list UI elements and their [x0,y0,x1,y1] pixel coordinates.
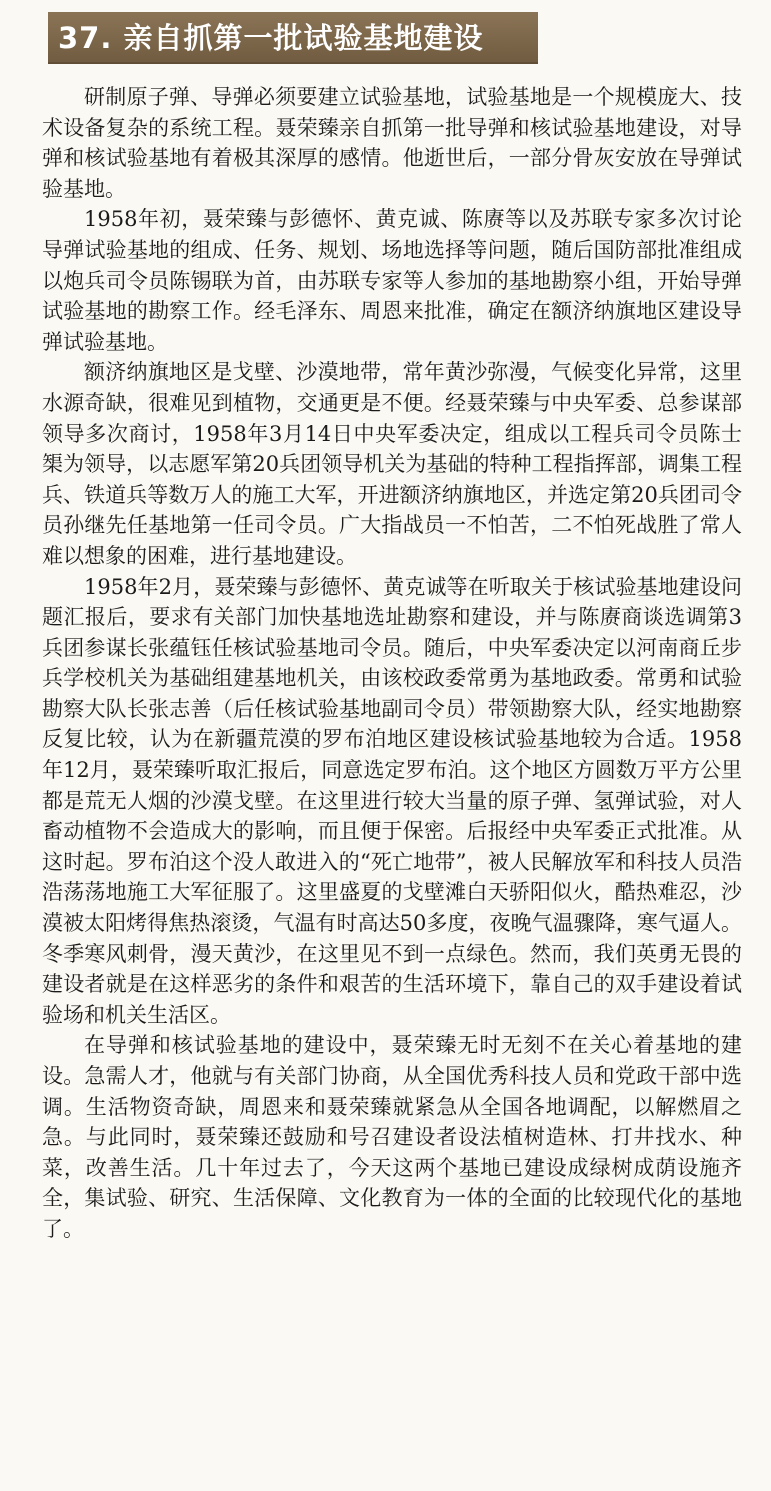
paragraph-4: 1958年2月，聂荣臻与彭德怀、黄克诚等在听取关于核试验基地建设问题汇报后，要求有关部门加快基地选址勘察和建设，并与陈赓商谈选调第3兵团参谋长张蕴钰任核试验基地司令员。随后，中央军委决定以河南商丘步兵学校机关为基础组建基地机关，由该校政委常勇为基地政委。常勇和试验勘察大队长张志善（后任核试验基地副司令员）带领勘察大队，经实地勘察反复比较，认为在新疆荒漠的罗布泊地区建设核试验基地较为合适。1958年12月，聂荣臻听取汇报后，同意选定罗布泊。这个地区方圆数万平方公里都是荒无人烟的沙漠戈壁。在这里进行较大当量的原子弹、氢弹试验，对人畜动植物不会造成大的影响，而且便于保密。后报经中央军委正式批准。从这时起。罗布泊这个没人敢进入的“死亡地带”，被人民解放军和科技人员浩浩荡荡地施工大军征服了。这里盛夏的戈壁滩白天骄阳似火，酷热难忍，沙漠被太阳烤得焦热滚烫，气温有时高达50多度，夜晚气温骤降，寒气逼人。冬季寒风刺骨，漫天黄沙，在这里见不到一点绿色。然而，我们英勇无畏的建设者就是在这样恶劣的条件和艰苦的生活环境下，靠自己的双手建设着试验场和机关生活区。 [42,574,742,1027]
page-title: 37. 亲自抓第一批试验基地建设 [58,21,484,55]
title-banner [48,12,538,64]
paragraph-1: 研制原子弹、导弹必须要建立试验基地，试验基地是一个规模庞大、技术设备复杂的系统工程。聂荣臻亲自抓第一批导弹和核试验基地建设，对导弹和核试验基地有着极其深厚的感情。他逝世后，一部分骨灰安放在导弹试验基地。 [42,85,742,201]
paragraph-3: 额济纳旗地区是戈壁、沙漠地带，常年黄沙弥漫，气候变化异常，这里水源奇缺，很难见到植物，交通更是不便。经聂荣臻与中央军委、总参谋部领导多次商讨，1958年3月14日中央军委决定，组成以工程兵司令员陈士榘为领导，以志愿军第20兵团领导机关为基础的特种工程指挥部，调集工程兵、铁道兵等数万人的施工大军，开进额济纳旗地区，并选定第20兵团司令员孙继先任基地第一任司令员。广大指战员一不怕苦，二不怕死战胜了常人难以想象的困难，进行基地建设。 [42,360,742,568]
paragraph-2: 1958年初，聂荣臻与彭德怀、黄克诚、陈赓等以及苏联专家多次讨论导弹试验基地的组成、任务、规划、场地选择等问题，随后国防部批准组成以炮兵司令员陈锡联为首，由苏联专家等人参加的基地勘察小组，开始导弹试验基地的勘察工作。经毛泽东、周恩来批准，确定在额济纳旗地区建设导弹试验基地。 [42,207,742,354]
paragraph-5: 在导弹和核试验基地的建设中，聂荣臻无时无刻不在关心着基地的建设。急需人才，他就与有关部门协商，从全国优秀科技人员和党政干部中选调。生活物资奇缺，周恩来和聂荣臻就紧急从全国各地调配，以解燃眉之急。与此同时，聂荣臻还鼓励和号召建设者设法植树造林、打井找水、种菜，改善生活。几十年过去了，今天这两个基地已建设成绿树成荫设施齐全，集试验、研究、生活保障、文化教育为一体的全面的比较现代化的基地了。 [42,1033,742,1241]
article-body [42,82,742,1245]
